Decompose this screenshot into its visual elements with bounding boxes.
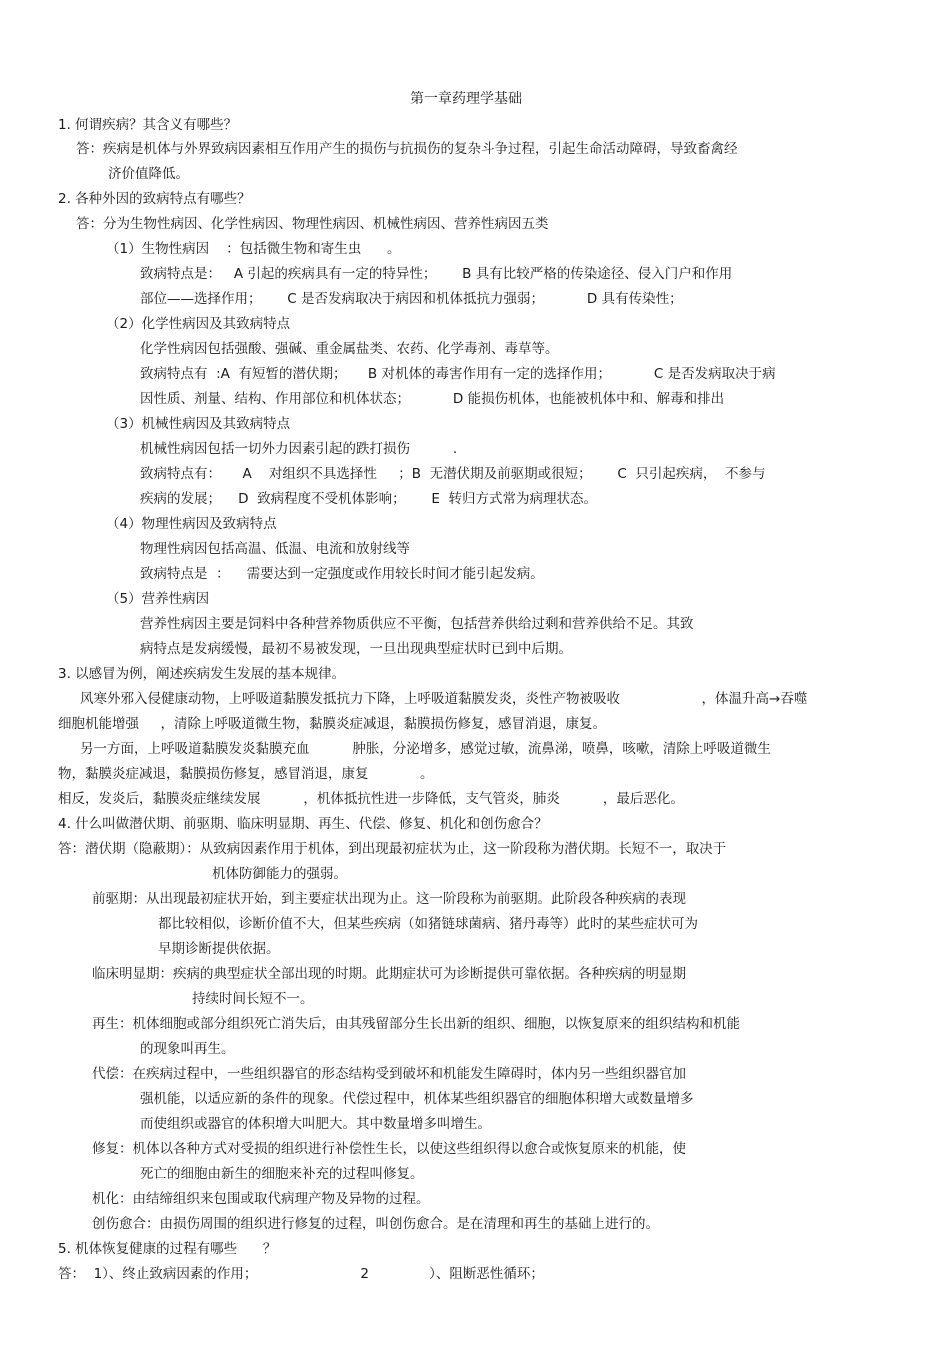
section-2-line-1: 化学性病因包括强酸、强碱、重金属盐类、农药、化学毒剂、毒草等。 [140,341,559,357]
organization-line: 机化：由结缔组织来包围或取代病理产物及异物的过程。 [92,1191,430,1207]
question-1: 1. 何谓疾病？其含义有哪些？ [58,117,238,133]
prodromal-period-line-1: 前驱期：从出现最初症状开始，到主要症状出现为止。这一阶段称为前驱期。此阶段各种疾病的表现 [92,891,686,907]
section-2-line-2: 致病特点有 :A 有短暂的潜伏期； B 对机体的毒害作用有一定的选择作用； C 是否发病取决于病 [140,366,776,382]
section-3-line-2: 致病特点有： A 对组织不具选择性 ；B 无潜伏期及前驱期或很短； C 只引起疾病， 不参与 [140,466,766,482]
compensation-line-3: 而使组织或器官的体积增大叫肥大。其中数量增多叫增生。 [140,1116,491,1132]
clinical-period-line-1: 临床明显期：疾病的典型症状全部出现的时期。此期症状可为诊断提供可靠依据。各种疾病的明显期 [92,966,686,982]
regeneration-line-1: 再生：机体细胞或部分组织死亡消失后，由其残留部分生长出新的组织、细胞，以恢复原来的组织结构和机能 [92,1016,740,1032]
answer-3-line-3: 另一方面，上呼吸道黏膜发炎黏膜充血 肿胀，分泌增多，感觉过敏，流鼻涕，喷鼻，咳嗽，清除上呼吸道微生 [80,741,771,757]
question-4: 4. 什么叫做潜伏期、前驱期、临床明显期、再生、代偿、修复、机化和创伤愈合？ [58,816,548,832]
answer-3-line-1: 风寒外邪入侵健康动物，上呼吸道黏膜发抵抗力下降，上呼吸道黏膜发炎，炎性产物被吸收 ，体温升高→吞噬 [80,691,808,707]
section-4-heading: （4）物理性病因及致病特点 [106,516,277,532]
section-2-heading: （2）化学性病因及其致病特点 [106,316,291,332]
answer-2-intro: 答：分为生物性病因、化学性病因、物理性病因、机械性病因、营养性病因五类 [76,216,549,232]
prodromal-period-line-2: 都比较相似，诊断价值不大，但某些疾病（如猪链球菌病、猪丹毒等）此时的某些症状可为 [158,916,698,932]
latent-period-line-1: 答：潜伏期（隐蔽期）：从致病因素作用于机体，到出现最初症状为止，这一阶段称为潜伏期。长短不一，取决于 [58,841,727,857]
answer-3-line-4: 物，黏膜炎症减退，黏膜损伤修复，感冒消退，康复 。 [58,766,434,782]
regeneration-line-2: 的现象叫再生。 [140,1041,235,1057]
answer-1-line-2: 济价值降低。 [108,166,189,182]
page-title: 第一章药理学基础 [410,91,522,107]
section-4-line-1: 物理性病因包括高温、低温、电流和放射线等 [140,541,410,557]
compensation-line-2: 强机能，以适应新的条件的现象。代偿过程中，机体某些组织器官的细胞体积增大或数量增多 [140,1091,694,1107]
clinical-period-line-2: 持续时间长短不一。 [192,991,314,1007]
section-3-line-3: 疾病的发展； D 致病程度不受机体影响； E 转归方式常为病理状态。 [140,491,598,507]
repair-line-1: 修复：机体以各种方式对受损的组织进行补偿性生长，以使这些组织得以愈合或恢复原来的机能，使 [92,1141,686,1157]
wound-healing-line: 创伤愈合：由损伤周围的组织进行修复的过程，叫创伤愈合。是在清理和再生的基础上进行的。 [92,1216,659,1232]
prodromal-period-line-3: 早期诊断提供依据。 [158,941,280,957]
section-5-line-2: 病特点是发病缓慢，最初不易被发现，一旦出现典型症状时已到中后期。 [140,641,572,657]
section-5-line-1: 营养性病因主要是饲料中各种营养物质供应不平衡，包括营养供给过剩和营养供给不足。其致 [140,616,694,632]
answer-3-line-2: 细胞机能增强 ，清除上呼吸道微生物，黏膜炎症减退，黏膜损伤修复，感冒消退，康复。 [58,716,606,732]
latent-period-line-2: 机体防御能力的强弱。 [212,866,347,882]
answer-3-line-5: 相反，发炎后，黏膜炎症继续发展 ，机体抵抗性进一步降低，支气管炎，肺炎 ，最后恶化。 [58,791,684,807]
answer-1-line-1: 答：疾病是机体与外界致病因素相互作用产生的损伤与抗损伤的复杂斗争过程，引起生命活动障碍，导致畜禽经 [76,141,738,157]
section-1-heading: （1）生物性病因 ：包括微生物和寄生虫 。 [106,241,401,257]
section-3-line-1: 机械性病因包括一切外力因素引起的跌打损伤 . [140,441,458,457]
question-2: 2. 各种外因的致病特点有哪些？ [58,191,251,207]
section-1-line-2: 部位——选择作用； C 是否发病取决于病因和机体抵抗力强弱； D 具有传染性； [140,291,683,307]
section-2-line-3: 因性质、剂量、结构、作用部位和机体状态； D 能损伤机体，也能被机体中和、解毒和排出 [140,391,725,407]
section-1-line-1: 致病特点是： A 引起的疾病具有一定的特异性； B 具有比较严格的传染途径、侵入门户和作用 [140,266,733,282]
section-4-line-2: 致病特点是 ： 需要达到一定强度或作用较长时间才能引起发病。 [140,566,544,582]
repair-line-2: 死亡的细胞由新生的细胞来补充的过程叫修复。 [140,1166,424,1182]
compensation-line-1: 代偿：在疾病过程中，一些组织器官的形态结构受到破坏和机能发生障碍时，体内另一些组织器官加 [92,1066,686,1082]
question-5: 5. 机体恢复健康的过程有哪些 ？ [58,1241,277,1257]
section-5-heading: （5）营养性病因 [106,591,210,607]
section-3-heading: （3）机械性病因及其致病特点 [106,416,291,432]
question-3: 3. 以感冒为例，阐述疾病发生发展的基本规律。 [58,666,346,682]
answer-5-line-1: 答： 1）、终止致病因素的作用； 2 ）、阻断恶性循环； [58,1266,544,1282]
